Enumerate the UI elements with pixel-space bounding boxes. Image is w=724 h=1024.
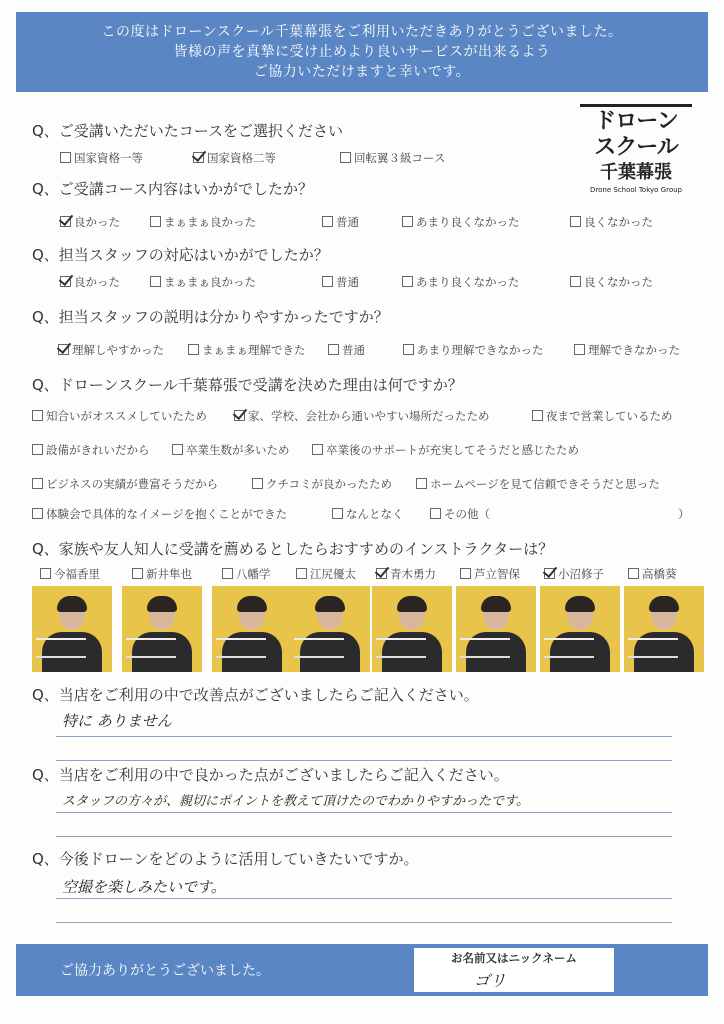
logo-line-1: ドローン: [580, 104, 692, 135]
option-reason-6[interactable]: 卒業後のサポートが充実してそうだと感じたため: [312, 442, 579, 458]
checkbox-icon[interactable]: [252, 478, 263, 489]
instructor-7[interactable]: 小沼修子: [544, 566, 604, 582]
checkbox-icon[interactable]: [416, 478, 427, 489]
instructor-photo: [372, 586, 452, 672]
logo-line-2: スクール: [594, 135, 678, 160]
checkbox-icon[interactable]: [312, 444, 323, 455]
checkbox-icon[interactable]: [32, 508, 43, 519]
question-staff-explanation: Q、担当スタッフの説明は分かりやすかったですか？: [32, 308, 389, 326]
checkbox-icon[interactable]: [40, 568, 51, 579]
option-response-4[interactable]: あまり良くなかった: [402, 274, 520, 290]
option-response-5[interactable]: 良くなかった: [570, 274, 653, 290]
option-reason-other[interactable]: その他（: [430, 506, 490, 522]
option-reason-9[interactable]: ホームページを見て信頼できそうだと思った: [416, 476, 660, 492]
instructor-5[interactable]: 青木勇力: [376, 566, 436, 582]
option-response-1[interactable]: 良かった: [60, 274, 120, 290]
instructor-photo: [456, 586, 536, 672]
checkbox-icon[interactable]: [32, 410, 43, 421]
question-staff-response: Q、担当スタッフの対応はいかがでしたか？: [32, 246, 329, 264]
option-reason-7[interactable]: ビジネスの実績が豊富そうだから: [32, 476, 218, 492]
checkbox-icon[interactable]: [32, 444, 43, 455]
improvements-answer[interactable]: 特に ありません: [62, 712, 172, 730]
checkbox-checked-icon[interactable]: [544, 568, 555, 579]
instructor-3[interactable]: 八幡学: [222, 566, 271, 582]
checkbox-icon[interactable]: [328, 344, 339, 355]
instructor-6[interactable]: 芦立智保: [460, 566, 520, 582]
checkbox-icon[interactable]: [322, 216, 333, 227]
good-points-answer[interactable]: スタッフの方々が、親切にポイントを教えて頂けたのでわかりやすかったです。: [62, 794, 529, 809]
option-response-2[interactable]: まぁまぁ良かった: [150, 274, 256, 290]
footer-banner: [16, 944, 708, 996]
option-reason-10[interactable]: 体験会で具体的なイメージを抱くことができた: [32, 506, 287, 522]
checkbox-icon[interactable]: [296, 568, 307, 579]
checkbox-icon[interactable]: [322, 276, 333, 287]
reason-options: [32, 408, 712, 521]
question-instructor: Q、家族や友人知人に受講を薦めるとしたらおすすめのインストラクターは？: [32, 540, 554, 558]
option-content-5[interactable]: 良くなかった: [570, 214, 653, 230]
name-value: ゴリ: [474, 971, 507, 990]
checkbox-icon[interactable]: [332, 508, 343, 519]
logo-line-4: Drone School Tokyo Group: [590, 186, 682, 194]
option-explanation-4[interactable]: あまり理解できなかった: [403, 342, 544, 358]
option-content-2[interactable]: まぁまぁ良かった: [150, 214, 256, 230]
question-course-content: Q、ご受講コース内容はいかがでしたか？: [32, 180, 314, 198]
question-reason: Q、ドローンスクール千葉幕張で受講を決めた理由は何ですか？: [32, 376, 463, 394]
checkbox-icon[interactable]: [430, 508, 441, 519]
header-banner: [16, 12, 708, 92]
instructor-8[interactable]: 高橋葵: [628, 566, 677, 582]
option-response-3[interactable]: 普通: [322, 274, 359, 290]
answer-line: [56, 736, 672, 737]
question-course: Q、ご受講いただいたコースをご選択ください: [32, 122, 344, 140]
option-course-1[interactable]: 国家資格一等: [60, 150, 143, 166]
checkbox-icon[interactable]: [172, 444, 183, 455]
option-content-4[interactable]: あまり良くなかった: [402, 214, 520, 230]
checkbox-icon[interactable]: [570, 276, 581, 287]
instructor-2[interactable]: 新井隼也: [132, 566, 192, 582]
question-good-points: Q、当店をご利用の中で良かった点がございましたらご記入ください。: [32, 766, 509, 784]
instructor-photo: [212, 586, 292, 672]
instructor-photo: [540, 586, 620, 672]
instructor-photo: [624, 586, 704, 672]
checkbox-icon[interactable]: [628, 568, 639, 579]
option-explanation-3[interactable]: 普通: [328, 342, 365, 358]
logo-line-3: 千葉幕張: [600, 162, 672, 183]
checkbox-checked-icon[interactable]: [234, 410, 245, 421]
checkbox-icon[interactable]: [150, 276, 161, 287]
answer-line: [56, 760, 672, 761]
checkbox-checked-icon[interactable]: [193, 152, 204, 163]
option-reason-5[interactable]: 卒業生数が多いため: [172, 442, 290, 458]
instructor-photo: [122, 586, 202, 672]
option-explanation-2[interactable]: まぁまぁ理解できた: [188, 342, 306, 358]
option-reason-3[interactable]: 夜まで営業しているため: [532, 408, 673, 424]
question-improvements: Q、当店をご利用の中で改善点がございましたらご記入ください。: [32, 686, 479, 704]
option-reason-8[interactable]: クチコミが良かったため: [252, 476, 392, 492]
checkbox-checked-icon[interactable]: [376, 568, 387, 579]
checkbox-icon[interactable]: [132, 568, 143, 579]
checkbox-icon[interactable]: [570, 216, 581, 227]
option-reason-11[interactable]: なんとなく: [332, 506, 404, 522]
checkbox-icon[interactable]: [574, 344, 585, 355]
instructor-1[interactable]: 今福香里: [40, 566, 100, 582]
checkbox-icon[interactable]: [532, 410, 543, 421]
instructor-photo: [32, 586, 112, 672]
answer-line: [56, 898, 672, 899]
school-logo: [580, 104, 692, 204]
option-explanation-5[interactable]: 理解できなかった: [574, 342, 680, 358]
option-course-3[interactable]: 回転翼３級コース: [340, 150, 445, 166]
option-course-2[interactable]: 国家資格二等: [193, 150, 276, 166]
answer-line: [56, 922, 672, 923]
checkbox-icon[interactable]: [222, 568, 233, 579]
header-line-1: この度はドローンスクール千葉幕張をご利用いただきありがとうございました。: [101, 24, 623, 40]
checkbox-icon[interactable]: [32, 478, 43, 489]
footer-thanks: ご協力ありがとうございました。: [60, 963, 270, 979]
checkbox-icon[interactable]: [150, 216, 161, 227]
option-reason-2[interactable]: 家、学校、会社から通いやすい場所だったため: [234, 408, 490, 424]
question-future-use: Q、今後ドローンをどのように活用していきたいですか。: [32, 850, 419, 868]
option-reason-4[interactable]: 設備がきれいだから: [32, 442, 150, 458]
checkbox-icon[interactable]: [460, 568, 471, 579]
other-close-paren: ）: [678, 507, 690, 521]
option-content-3[interactable]: 普通: [322, 214, 359, 230]
answer-line: [56, 812, 672, 813]
checkbox-icon[interactable]: [403, 344, 414, 355]
option-explanation-1[interactable]: 理解しやすかった: [58, 342, 164, 358]
checkbox-checked-icon[interactable]: [60, 276, 71, 287]
option-reason-1[interactable]: 知合いがオススメしていたため: [32, 408, 207, 424]
checkbox-icon[interactable]: [402, 276, 413, 287]
header-line-2: 皆様の声を真摯に受け止めより良いサービスが出来るよう: [173, 44, 551, 60]
option-content-1[interactable]: 良かった: [60, 214, 120, 230]
header-line-3: ご協力いただけますと幸いです。: [253, 64, 471, 80]
instructor-4[interactable]: 江尻優太: [296, 566, 356, 582]
checkbox-icon[interactable]: [60, 152, 71, 163]
checkbox-checked-icon[interactable]: [60, 216, 71, 227]
name-label: お名前又はニックネーム: [451, 951, 577, 965]
instructor-photo: [290, 586, 370, 672]
checkbox-icon[interactable]: [188, 344, 199, 355]
name-box[interactable]: [414, 948, 614, 992]
answer-line: [56, 836, 672, 837]
checkbox-icon[interactable]: [402, 216, 413, 227]
checkbox-checked-icon[interactable]: [58, 344, 69, 355]
checkbox-icon[interactable]: [340, 152, 351, 163]
future-use-answer[interactable]: 空撮を楽しみたいです。: [62, 878, 226, 896]
